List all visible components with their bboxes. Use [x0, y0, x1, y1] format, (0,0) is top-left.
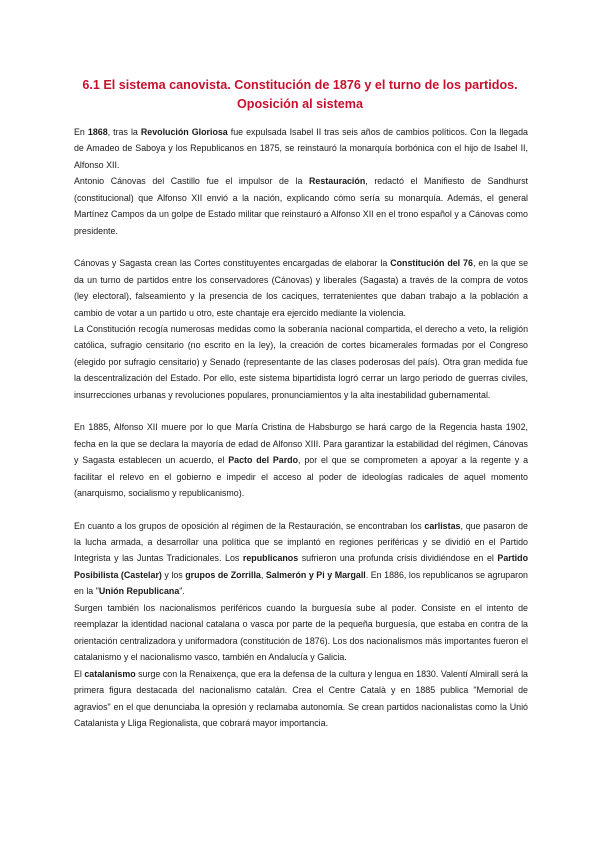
paragraph: [74, 666, 528, 732]
text-run: , que pasaron de la lucha armada, a desarrollar una política que se implantó en regiones periféricas y se dividió en el Partido Integrista y las Juntas Tradicionales. Los: [74, 520, 528, 564]
text-run: En: [74, 127, 88, 137]
paragraph: [74, 173, 528, 239]
bold-text: Unión Republicana: [98, 586, 180, 597]
bold-text: Salmerón y Pi y Margall: [265, 569, 366, 580]
text-run: ,: [260, 569, 266, 580]
text-run: La Constitución recogía numerosas medidas como la soberanía nacional compartida, el derecho a veto, la religión católica, sufragio censitario (no escrito en la ley), la creación de cortes bicamerales formadas por el Congreso (elegido por sufragio censitario) y Senado (representante de las clases poderosas del país). Otra gran medida fue la descentralización del Estado. Por ello, este sistema bipartidista logró cerrar un largo periodo de guerras civiles, insurrecciones urbanas y revoluciones populares, pronunciamientos y la alta inestabilidad gubernamental.: [74, 323, 528, 400]
bold-text: Partido Posibilista (Castelar): [74, 553, 528, 580]
text-run: El: [74, 668, 85, 679]
paragraph: [74, 600, 528, 666]
bold-text: carlistas: [424, 520, 461, 531]
text-run: . En 1886, los republicanos se agruparon en la ": [74, 569, 528, 597]
text-run: En 1885, Alfonso XII muere por lo que María Cristina de Habsburgo se hará cargo de la Regencia hasta 1902, fecha en la que se declara la mayoría de edad de Alfonso XIII. Para garantizar la estabilidad del régimen, Cánovas y Sagasta establecen un acuerdo, el: [74, 422, 528, 466]
paragraph: [74, 518, 528, 600]
paragraph: [74, 124, 528, 173]
text-run: ".: [179, 586, 185, 597]
document-title: 6.1 El sistema canovista. Constitución de 1876 y el turno de los partidos. Oposición al sistema: [82, 78, 518, 111]
bold-text: Constitución del 76: [390, 258, 473, 269]
text-run: , tras la: [107, 127, 141, 137]
bold-text: catalanismo: [84, 668, 136, 679]
text-run: , redactó el Manifiesto de Sandhurst (constitucional) que Alfonso XII envió a la nación, explicando cómo sería su monarquía. Además, el general Martínez Campos da un golpe de Estado militar que reinstauró a Alfonso XII en el trono español y a Cánovas como presidente.: [74, 176, 528, 236]
bold-text: grupos de Zorrilla: [185, 569, 261, 580]
text-run: Cánovas y Sagasta crean las Cortes constituyentes encargadas de elaborar la: [74, 258, 391, 269]
text-run: , en la que se da un turno de partidos entre los conservadores (Cánovas) y liberales (Sagasta) a través de la compra de votos (ley electoral), falseamiento y la presencia de los caciques, terratenientes que daban trabajo a la población a cambio de votar a un partido u otro, este chantaje era ejercido mediante la violencia.: [74, 258, 529, 318]
text-run: Antonio Cánovas del Castillo fue el impulsor de la: [74, 176, 310, 187]
paragraph: [74, 419, 528, 501]
text-run: y los: [161, 569, 186, 580]
text-run: surge con la Renaixença, que era la defensa de la cultura y lengua en 1830. Valentí Almirall será la primera figura destacada del nacionalismo catalán. Crea el Centre Català y en 1885 publica "Memorial de agravios" en el que denunciaba la opresión y reclamaba autonomía. Se crean partidos nacionalistas como la Unió Catalanista y Lliga Regionalista, que cobrará mayor importancia.: [74, 668, 528, 728]
text-run: En cuanto a los grupos de oposición al régimen de la Restauración, se encontraban los: [74, 520, 425, 531]
bold-text: Revolución Gloriosa: [140, 127, 228, 137]
paragraph: [74, 255, 528, 321]
text-run: sufrieron una profunda crisis dividiéndose en el: [298, 553, 498, 564]
text-run: Surgen también los nacionalismos periféricos cuando la burguesía sube al poder. Consiste en el intento de reemplazar la identidad nacional catalana o vasca por parte de la pequeña burguesía, que estaba en contra de la orientación centralizadora y uniformadora (constitución de 1876). Los dos nacionalismos más importantes fueron el catalanismo y el nacionalismo vasco, también en Andalucía y Galicia.: [74, 602, 528, 663]
document-body: [74, 124, 528, 731]
bold-text: 1868: [87, 127, 108, 137]
text-run: fue expulsada Isabel II tras seis años de cambios políticos. Con la llegada de Amadeo de Saboya y los Republicanos en 1875, se reinstauró la monarquía borbónica con el hijo de Isabel II, Alfonso XII.: [74, 127, 528, 170]
bold-text: Pacto del Pardo: [228, 455, 299, 466]
paragraph: [74, 321, 528, 403]
bold-text: Restauración: [309, 176, 366, 187]
bold-text: republicanos: [242, 553, 299, 564]
text-run: , por el que se comprometen a apoyar a la regente y a facilitar el relevo en el gobierno e impedir el acceso al poder de ideologías radicales de aquel momento (anarquismo, socialismo y republicanismo).: [74, 455, 529, 499]
